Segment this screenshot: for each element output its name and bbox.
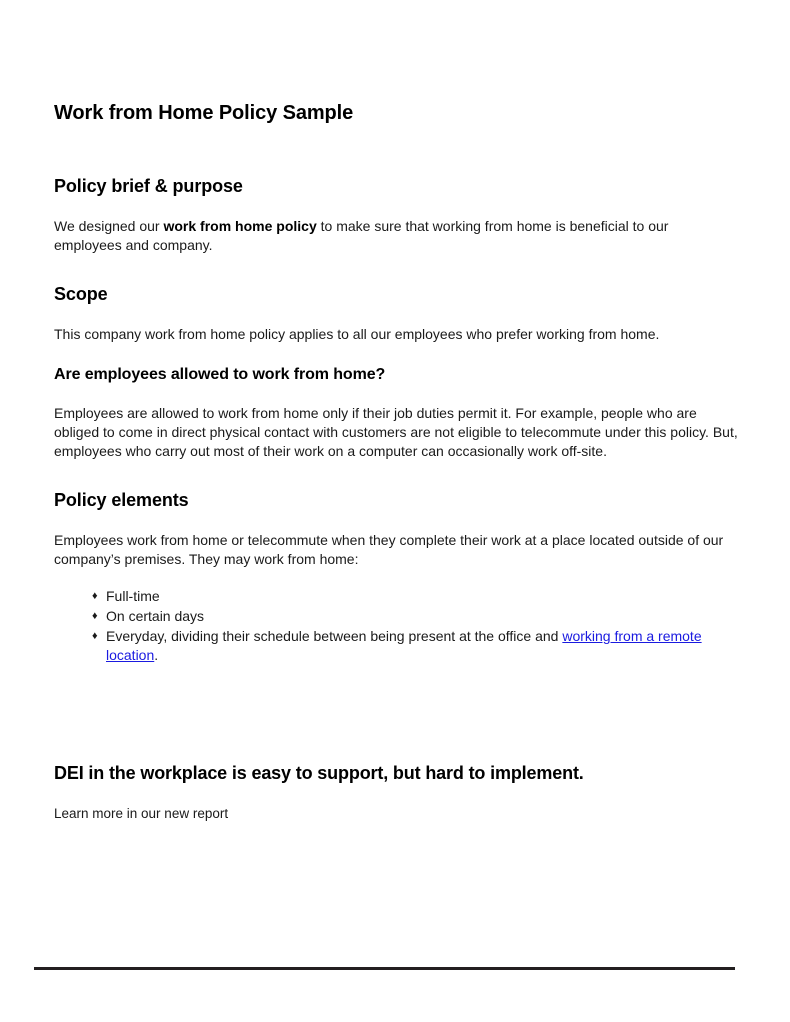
- spacer: [54, 511, 738, 531]
- section-heading-policy-brief: Policy brief & purpose: [54, 176, 243, 196]
- paragraph-policy-elements: Employees work from home or telecommute when they complete their work at a place located outside of our company’s premises. They may work from home:: [54, 532, 724, 567]
- list-item-label: Full-time: [106, 588, 160, 604]
- promo-title: DEI in the workplace is easy to support, but hard to implement.: [54, 763, 584, 783]
- paragraph-scope: This company work from home policy applies to all our employees who prefer working from home.: [54, 326, 660, 342]
- paragraph-text-post: to make sure that working from home is beneficial to our employees and company.: [54, 218, 669, 253]
- list-item: [54, 587, 738, 606]
- page-title: Work from Home Policy Sample: [54, 102, 354, 124]
- spacer: [54, 344, 738, 365]
- spacer: [54, 125, 738, 175]
- section-heading-scope: Scope: [54, 284, 108, 304]
- document-content: [54, 0, 738, 823]
- spacer: [54, 569, 738, 587]
- footer-divider: [34, 967, 735, 970]
- spacer: [54, 305, 738, 325]
- diamond-bullet-icon: ♦: [92, 590, 98, 602]
- paragraph-text-bold: work from home policy: [163, 218, 317, 234]
- promo-subtitle: Learn more in our new report: [54, 806, 229, 821]
- list-item: [54, 627, 738, 665]
- spacer: [54, 785, 738, 805]
- paragraph-text-pre: We designed our: [54, 218, 164, 234]
- spacer: [54, 665, 738, 762]
- paragraph-policy-brief: [54, 217, 738, 255]
- spacer: [54, 385, 738, 404]
- policy-elements-list: [54, 587, 738, 665]
- list-item-label-post: .: [154, 647, 159, 663]
- list-item: [54, 607, 738, 626]
- spacer: [54, 255, 738, 283]
- spacer: [54, 461, 738, 489]
- section-heading-policy-elements: Policy elements: [54, 490, 189, 510]
- list-item-label: On certain days: [106, 608, 205, 624]
- section-heading-are-employees-allowed: Are employees allowed to work from home?: [54, 366, 386, 383]
- diamond-bullet-icon: ♦: [92, 610, 98, 622]
- paragraph-are-employees-allowed: Employees are allowed to work from home only if their job duties permit it. For example, people who are obliged to come in direct physical contact with customers are not eligible to telecommute under this policy. But, employees who carry out most of their work on a computer can occasionally work off-site.: [54, 405, 738, 459]
- diamond-bullet-icon: ♦: [92, 630, 98, 642]
- remote-location-link[interactable]: working from a remote location: [106, 628, 702, 663]
- list-item-label-pre: Everyday, dividing their schedule between being present at the office and: [106, 628, 563, 644]
- spacer: [54, 197, 738, 217]
